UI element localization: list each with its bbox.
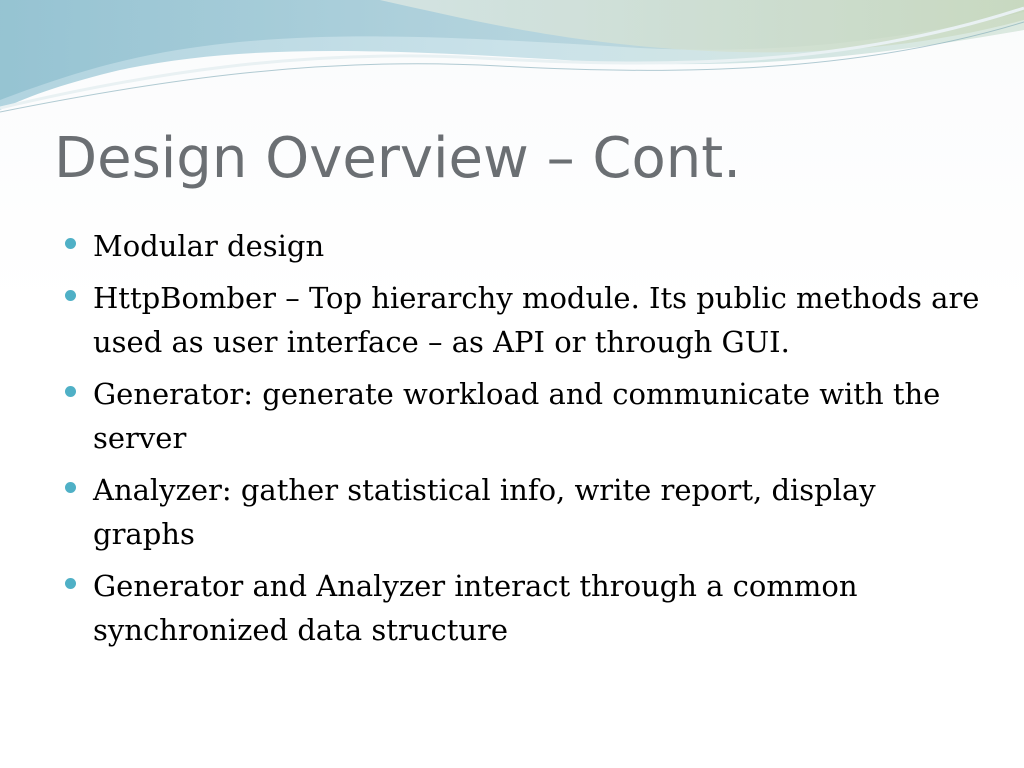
bullet-text: Generator and Analyzer interact through a common synchronized data structure <box>93 569 858 647</box>
bullet-marker-icon <box>65 290 76 301</box>
bullet-text: Generator: generate workload and communicate with the server <box>93 377 941 455</box>
bullet-text: Modular design <box>93 229 325 263</box>
bullet-item <box>62 468 982 556</box>
bullet-item <box>62 564 982 652</box>
bullet-marker-icon <box>65 386 76 397</box>
bullet-item <box>62 224 982 268</box>
bullet-item <box>62 276 982 364</box>
bullet-item <box>62 372 982 460</box>
bullet-text: HttpBomber – Top hierarchy module. Its public methods are used as user interface – as API or through GUI. <box>93 281 980 359</box>
decorative-wave-header <box>0 0 1024 130</box>
bullet-marker-icon <box>65 578 76 589</box>
bullet-text: Analyzer: gather statistical info, write report, display graphs <box>93 473 876 551</box>
bullet-marker-icon <box>65 482 76 493</box>
slide-title: Design Overview – Cont. <box>54 126 742 191</box>
bullet-list <box>62 224 982 660</box>
bullet-marker-icon <box>65 238 76 249</box>
